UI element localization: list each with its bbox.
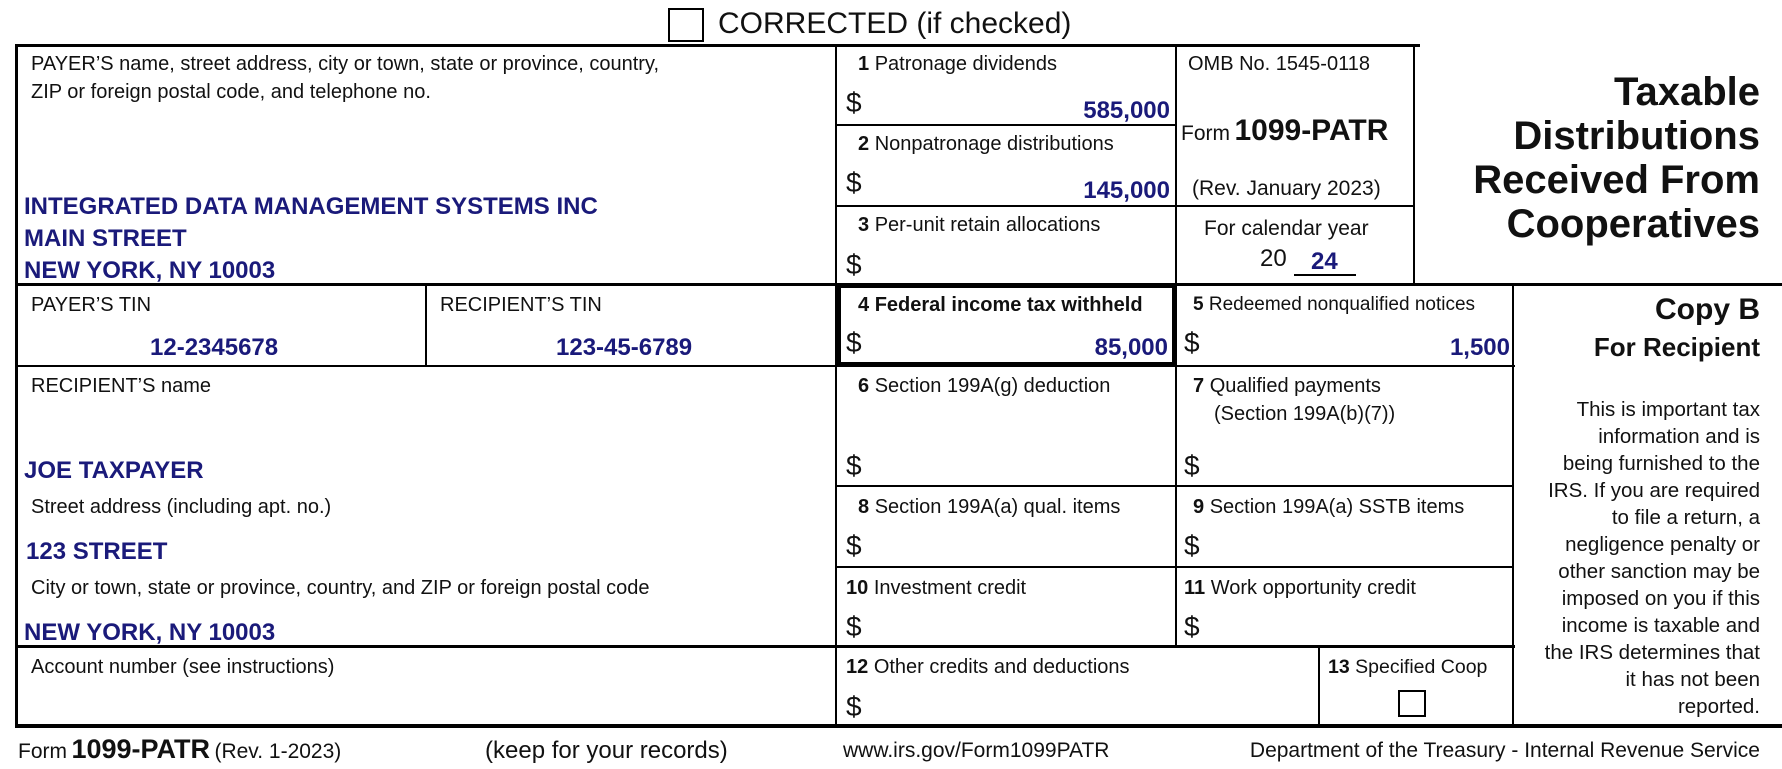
- title-line3: Received From: [1473, 158, 1760, 202]
- box5-label: 5 Redeemed nonqualified notices: [1193, 294, 1476, 315]
- box9-label: 9 Section 199A(a) SSTB items: [1193, 496, 1465, 518]
- footer-form-number: 1099-PATR: [71, 734, 210, 764]
- omb-form-id: [1181, 114, 1388, 148]
- box8-dollar: $: [846, 530, 862, 561]
- footer-form-id: [18, 734, 341, 769]
- recipient-city-label: City or town, state or province, country, and ZIP or foreign postal code: [31, 577, 650, 599]
- payer-tin-label: PAYER’S TIN: [31, 294, 152, 316]
- copy-subtitle: For Recipient: [1593, 332, 1760, 362]
- box2-dollar: $: [846, 167, 862, 198]
- footer-dept: Department of the Treasury - Internal Revenue Service: [1249, 739, 1760, 762]
- box3-label: 3 Per-unit retain allocations: [858, 214, 1101, 236]
- box4-label: 4 Federal income tax withheld: [858, 294, 1143, 316]
- box11-dollar: $: [1184, 611, 1200, 642]
- title-line4: Cooperatives: [1506, 202, 1760, 246]
- copy-notice: This is important tax information and is being furnished to the IRS. If you are required to file a return, a negligence penalty or other sanction may be imposed on you if this income is taxable and the IRS determines that it has not been reported.: [1544, 398, 1760, 718]
- title-line2: Distributions: [1513, 114, 1760, 158]
- payer-city: NEW YORK, NY 10003: [24, 257, 276, 284]
- box4-amount: 85,000: [1094, 334, 1168, 361]
- box11-label: 11 Work opportunity credit: [1184, 577, 1416, 599]
- footer-keep: (keep for your records): [485, 737, 728, 764]
- box7-label-line1: 7 Qualified payments: [1193, 375, 1381, 397]
- payer-label-line1: PAYER’S name, street address, city or town, state or province, country,: [31, 53, 660, 75]
- calendar-year-label: For calendar year: [1204, 217, 1369, 240]
- calendar-year-prefix: 20: [1260, 245, 1287, 272]
- box1-label: 1 Patronage dividends: [858, 53, 1058, 75]
- corrected-checkbox[interactable]: [668, 8, 704, 42]
- payer-label-line2: ZIP or foreign postal code, and telephone no.: [31, 81, 431, 103]
- box12-dollar: $: [846, 691, 862, 722]
- box8-label: 8 Section 199A(a) qual. items: [858, 496, 1121, 518]
- omb-form-number: 1099-PATR: [1234, 114, 1389, 147]
- box6-label: 6 Section 199A(g) deduction: [858, 375, 1111, 397]
- corrected-label: CORRECTED (if checked): [718, 7, 1072, 40]
- box6-dollar: $: [846, 450, 862, 481]
- box13-label: 13 Specified Coop: [1328, 656, 1488, 678]
- footer-form-word: Form: [18, 740, 67, 763]
- specified-coop-checkbox[interactable]: [1398, 690, 1426, 717]
- footer-rev: (Rev. 1-2023): [214, 740, 342, 763]
- recipient-street-label: Street address (including apt. no.): [31, 496, 332, 518]
- title-line1: Taxable: [1614, 70, 1760, 114]
- box4-dollar: $: [846, 327, 862, 358]
- box2-label: 2 Nonpatronage distributions: [858, 133, 1114, 155]
- copy-title: Copy B: [1655, 293, 1760, 326]
- box7-dollar: $: [1184, 450, 1200, 481]
- footer-url: www.irs.gov/Form1099PATR: [843, 739, 1110, 762]
- box12-label: 12 Other credits and deductions: [846, 656, 1130, 678]
- payer-street: MAIN STREET: [24, 225, 187, 252]
- box5-amount: 1,500: [1449, 334, 1510, 361]
- recipient-tin-value: 123-45-6789: [556, 334, 693, 361]
- box3-dollar: $: [846, 249, 862, 280]
- omb-form-word: Form: [1181, 122, 1230, 145]
- recipient-name: JOE TAXPAYER: [24, 457, 204, 484]
- omb-number: OMB No. 1545-0118: [1188, 53, 1370, 75]
- recipient-street: 123 STREET: [26, 538, 168, 565]
- box9-dollar: $: [1184, 530, 1200, 561]
- box1-dollar: $: [846, 87, 862, 118]
- box10-dollar: $: [846, 611, 862, 642]
- payer-name: INTEGRATED DATA MANAGEMENT SYSTEMS INC: [24, 193, 598, 220]
- omb-rev: (Rev. January 2023): [1192, 177, 1381, 200]
- recipient-tin-label: RECIPIENT’S TIN: [440, 294, 602, 316]
- recipient-name-label: RECIPIENT’S name: [31, 375, 212, 397]
- calendar-year-suffix: 24: [1311, 248, 1338, 275]
- account-number-label: Account number (see instructions): [31, 656, 335, 678]
- box2-amount: 145,000: [1083, 177, 1170, 204]
- payer-tin-value: 12-2345678: [150, 334, 279, 361]
- box1-amount: 585,000: [1083, 97, 1170, 124]
- box5-dollar: $: [1184, 327, 1200, 358]
- recipient-city: NEW YORK, NY 10003: [24, 619, 276, 646]
- form-title: [1473, 70, 1760, 246]
- box7-label-line2: (Section 199A(b)(7)): [1214, 403, 1396, 425]
- box10-label: 10 Investment credit: [846, 577, 1027, 599]
